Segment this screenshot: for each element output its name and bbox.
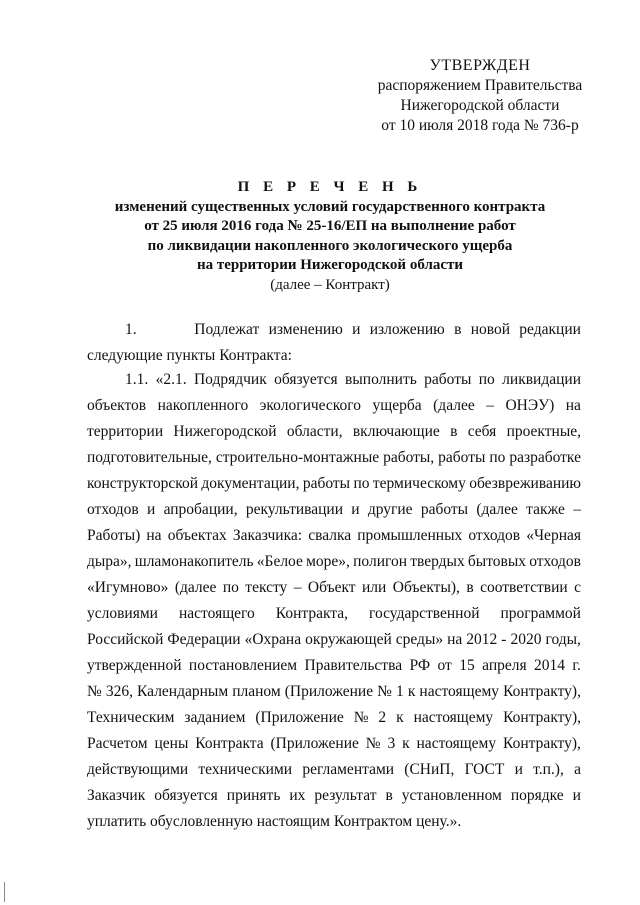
paragraph-1-1-line xyxy=(87,757,581,783)
word: и xyxy=(147,501,156,518)
word: отходов xyxy=(87,501,139,518)
word: изложению xyxy=(369,321,445,338)
paragraph-1-1-line xyxy=(87,679,581,705)
word: работы xyxy=(302,475,351,492)
word: т.п.), xyxy=(533,761,564,778)
word: разработке xyxy=(509,449,581,466)
word: области, xyxy=(286,423,343,440)
word: Календарным xyxy=(137,683,229,700)
word: Контракту), xyxy=(503,709,581,726)
word: отходов xyxy=(529,553,581,570)
word: принять xyxy=(226,787,281,804)
word: работы, xyxy=(383,449,435,466)
word: бытовых xyxy=(467,553,527,570)
word: другие xyxy=(367,501,413,518)
word: условиями xyxy=(87,605,158,622)
word: № xyxy=(365,735,381,752)
word: (Приложение xyxy=(284,683,374,700)
word: (далее xyxy=(433,397,475,414)
word: термическому xyxy=(372,475,466,492)
approval-line-1: распоряжением Правительства xyxy=(377,77,583,94)
word: настоящему xyxy=(413,709,494,726)
word: результат xyxy=(314,787,377,804)
word: Российской xyxy=(87,631,164,648)
title-heading: П Е Р Е Ч Е Н Ь xyxy=(237,179,423,195)
word: документации, xyxy=(201,475,300,492)
word: дыра», xyxy=(87,553,132,570)
word: на xyxy=(146,527,162,544)
word: обязуется xyxy=(154,787,218,804)
word: редакции xyxy=(519,321,581,338)
word: Заказчика: xyxy=(232,527,303,544)
word: настоящему xyxy=(416,735,497,752)
paragraph-1-1-line-1 xyxy=(87,367,581,393)
paragraph-1-1 xyxy=(87,367,581,835)
word: их xyxy=(289,787,306,804)
word: и xyxy=(514,761,523,778)
word: ликвидации xyxy=(502,371,581,388)
paragraph-1-1-body xyxy=(87,393,581,809)
word: утвержденной xyxy=(87,657,182,674)
word: в xyxy=(466,579,474,596)
word: свалка xyxy=(308,527,352,544)
word: а xyxy=(574,761,581,778)
word: - xyxy=(501,631,507,648)
word: Техническим xyxy=(87,709,175,726)
word: регламентами xyxy=(302,761,395,778)
word: программой xyxy=(500,605,581,622)
word: – xyxy=(486,397,494,414)
word: экологического xyxy=(259,397,362,414)
paragraph-1-1-line xyxy=(87,653,581,679)
word: Нижегородской xyxy=(173,423,277,440)
word: себя xyxy=(467,423,497,440)
title-line-3: по ликвидации накопленного экологического ущерба xyxy=(147,237,513,254)
word: работы xyxy=(420,501,469,518)
word: Работы) xyxy=(87,527,141,544)
word: строительно-монтажные xyxy=(215,449,380,466)
word: государственной xyxy=(369,605,480,622)
word: Контракту), xyxy=(503,683,581,700)
word: или xyxy=(362,579,387,596)
word: планом xyxy=(232,683,281,700)
word: соответствии xyxy=(480,579,568,596)
paragraph-1-1-line xyxy=(87,419,581,445)
paragraph-1-1-line xyxy=(87,627,581,653)
word: проектные, xyxy=(506,423,581,440)
word: обезвреживанию xyxy=(469,475,581,492)
word: в xyxy=(385,787,393,804)
word: подготовительные, xyxy=(87,449,212,466)
paragraph-1-1-line xyxy=(87,549,581,575)
word: настоящему xyxy=(419,683,500,700)
word: 2020 xyxy=(510,631,542,648)
word: окружающей xyxy=(305,631,392,648)
word: Федерации xyxy=(167,631,241,648)
word: настоящего xyxy=(178,605,255,622)
title-note: (далее – Контракт) xyxy=(270,276,390,293)
word: «Игумново» xyxy=(87,579,169,596)
word: РФ xyxy=(409,657,431,674)
word: постановлением xyxy=(188,657,298,674)
word: 2012 xyxy=(466,631,498,648)
word: 3 xyxy=(387,735,396,752)
paragraph-1-1-line xyxy=(87,705,581,731)
word: от xyxy=(437,657,452,674)
word: к xyxy=(407,683,416,700)
word: «Охрана xyxy=(244,631,302,648)
word: включающие xyxy=(352,423,440,440)
word: апробации, xyxy=(163,501,238,518)
word: к xyxy=(396,709,404,726)
title-line-1: изменений существенных условий государственного контракта xyxy=(114,198,546,215)
word: выполнить xyxy=(345,371,417,388)
word: (Приложение xyxy=(255,709,344,726)
word: 15 xyxy=(459,657,475,674)
word: (СНиП, xyxy=(404,761,455,778)
word: апреля xyxy=(482,657,527,674)
word: – xyxy=(293,579,302,596)
word: полигон xyxy=(353,553,408,570)
title-line-4: на территории Нижегородской области xyxy=(196,257,464,273)
word: (Приложение xyxy=(270,735,359,752)
word: в xyxy=(450,423,458,440)
word: твердых xyxy=(410,553,465,570)
word: порядке xyxy=(510,787,564,804)
word: обязуется xyxy=(274,371,338,388)
word: № xyxy=(353,709,369,726)
word: (далее xyxy=(174,579,217,596)
approval-block xyxy=(350,56,610,136)
paragraph-1-line-1 xyxy=(87,317,581,343)
word: – xyxy=(573,501,581,518)
word: новой xyxy=(470,321,510,338)
word: на xyxy=(565,397,581,414)
document-title xyxy=(60,178,600,295)
word: «Белое xyxy=(256,553,303,570)
word: тексту xyxy=(245,579,288,596)
word: установленном xyxy=(401,787,502,804)
word: Правительства xyxy=(304,657,403,674)
word: среды» xyxy=(395,631,444,648)
paragraph-1-1-line xyxy=(87,575,581,601)
word: Заказчик xyxy=(87,787,146,804)
word: также xyxy=(526,501,565,518)
paragraph-1-1-line xyxy=(87,471,581,497)
paragraph-1-1-line xyxy=(87,601,581,627)
word: по xyxy=(222,579,239,596)
word: в xyxy=(454,321,462,338)
word: 2 xyxy=(378,709,387,726)
paragraph-1-1-number: 1.1. xyxy=(125,371,149,388)
word: Объект xyxy=(307,579,356,596)
word: море», xyxy=(306,553,350,570)
word: работы xyxy=(424,371,472,388)
word: и xyxy=(352,321,361,338)
word: объектах xyxy=(167,527,227,544)
word: к xyxy=(402,735,410,752)
margin-mark xyxy=(4,882,5,902)
word: объектов xyxy=(87,397,147,414)
word: «Черная xyxy=(526,527,581,544)
word: 2014 xyxy=(534,657,566,674)
word: Подлежат xyxy=(194,321,260,338)
word: Расчетом xyxy=(87,735,148,752)
paragraph-1-1-line xyxy=(87,731,581,757)
paragraph-1-1-line xyxy=(87,523,581,549)
paragraph-1-1-line xyxy=(87,783,581,809)
word: Объекты), xyxy=(392,579,460,596)
word: и xyxy=(572,787,581,804)
paragraph-1 xyxy=(87,317,581,369)
paragraph-1-1-line xyxy=(87,393,581,419)
word: промышленных xyxy=(357,527,463,544)
paragraph-1-number: 1. xyxy=(125,321,137,338)
word: Контракту), xyxy=(503,735,581,752)
word: техническими xyxy=(198,761,293,778)
word: изменению xyxy=(268,321,343,338)
word: по xyxy=(353,475,370,492)
word: действующими xyxy=(87,761,189,778)
approval-line-3: от 10 июля 2018 года № 736-р xyxy=(381,117,579,134)
word: по xyxy=(478,371,495,388)
paragraph-1-1-line xyxy=(87,445,581,471)
word: ущерба xyxy=(372,397,422,414)
title-line-2: от 25 июля 2016 года № 25-16/ЕП на выполнение работ xyxy=(144,218,516,234)
word: рекультивации xyxy=(245,501,344,518)
word: (далее xyxy=(476,501,518,518)
word: накопленного xyxy=(157,397,249,414)
word: цены xyxy=(154,735,189,752)
word: территории xyxy=(87,423,164,440)
word: на xyxy=(447,631,463,648)
word: Контракта, xyxy=(275,605,348,622)
word: ОНЭУ) xyxy=(505,397,555,414)
word: с xyxy=(574,579,581,596)
word: и xyxy=(351,501,360,518)
word: Контракта xyxy=(195,735,264,752)
paragraph-1-1-line xyxy=(87,497,581,523)
word: г. xyxy=(572,657,581,674)
word: 1 xyxy=(396,683,404,700)
word: «2.1. xyxy=(155,371,187,388)
word: № xyxy=(377,683,392,700)
word: по xyxy=(489,449,506,466)
word: отходов xyxy=(468,527,521,544)
approval-line-2: Нижегородской области xyxy=(400,97,560,114)
word: № xyxy=(87,683,102,700)
word: конструкторской xyxy=(87,475,198,492)
approval-stamp: УТВЕРЖДЕН xyxy=(429,57,531,74)
word: годы, xyxy=(545,631,581,648)
word: Подрядчик xyxy=(193,371,267,388)
word: работы xyxy=(438,449,486,466)
paragraph-1-line-2: следующие пункты Контракта: xyxy=(87,347,292,364)
word: ГОСТ xyxy=(464,761,505,778)
word: шламонакопитель xyxy=(134,553,254,570)
word: заданием xyxy=(184,709,246,726)
word: 326, xyxy=(105,683,133,700)
paragraph-1-1-last-line: уплатить обусловленную настоящим Контрактом цену.». xyxy=(87,813,462,830)
